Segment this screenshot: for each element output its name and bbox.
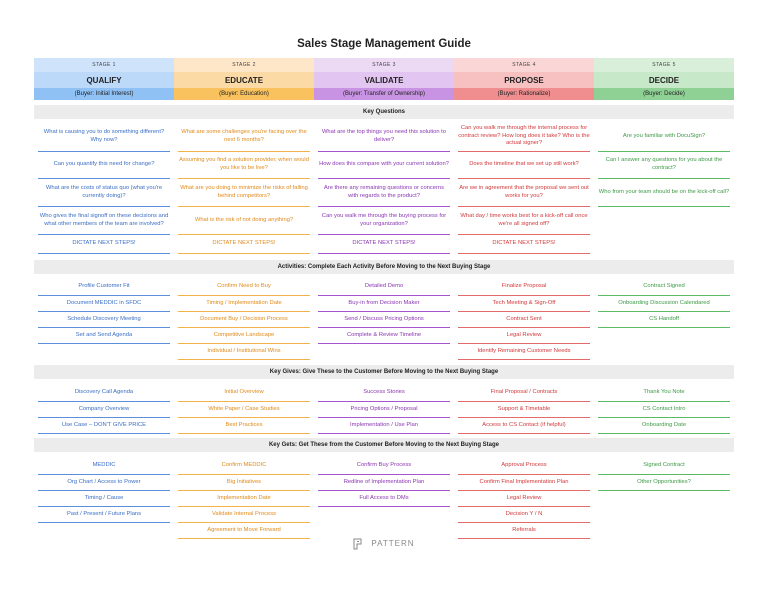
give-item: Thank You Note bbox=[598, 385, 730, 402]
get-item: Redline of Implementation Plan bbox=[318, 475, 450, 491]
give-item: Access to CS Contact (if helpful) bbox=[458, 418, 590, 434]
get-item: Implementation Date bbox=[178, 491, 310, 507]
question-item: What are the costs of status quo (what you're currently doing)? bbox=[38, 179, 170, 207]
question-item: What is the risk of not doing anything? bbox=[178, 207, 310, 235]
give-item: Initial Overview bbox=[178, 385, 310, 402]
activity-item: Document MEDDIC in SFDC bbox=[38, 296, 170, 312]
activity-item: Contract Signed bbox=[598, 279, 730, 296]
stage-label-row bbox=[34, 58, 734, 72]
stage-name: DECIDE bbox=[594, 72, 734, 89]
question-item: DICTATE NEXT STEPS! bbox=[178, 235, 310, 254]
activity-item: Document Buy / Decision Process bbox=[178, 312, 310, 328]
give-item: Support & Timetable bbox=[458, 402, 590, 418]
activity-item: Finalize Proposal bbox=[458, 279, 590, 296]
activity-item: Tech Meeting & Sign-Off bbox=[458, 296, 590, 312]
question-item: Can you quantify this need for change? bbox=[38, 152, 170, 179]
activity-item: Contract Sent bbox=[458, 312, 590, 328]
question-item: Can I answer any questions for you about the contract? bbox=[598, 152, 730, 179]
section-key-gets: Key Gets: Get These from the Customer Before Moving to the Next Buying Stage bbox=[34, 438, 734, 452]
get-item: Decision Y / N bbox=[458, 507, 590, 523]
buyer-stage: (Buyer: Transfer of Ownership) bbox=[314, 88, 454, 100]
stage-name: QUALIFY bbox=[34, 72, 174, 89]
activity-item: Confirm Need to Buy bbox=[178, 279, 310, 296]
pattern-logo-icon bbox=[353, 538, 365, 550]
section-key-gives: Key Gives: Give These to the Customer Before Moving to the Next Buying Stage bbox=[34, 365, 734, 379]
activity-item: Schedule Discovery Meeting bbox=[38, 312, 170, 328]
get-item: Signed Contract bbox=[598, 458, 730, 475]
give-item: White Paper / Case Studies bbox=[178, 402, 310, 418]
activity-item: Buy-in from Decision Maker bbox=[318, 296, 450, 312]
question-item: Who gives the final signoff on these decisions and what other members of the team are involved? bbox=[38, 207, 170, 235]
give-item: Onboarding Date bbox=[598, 418, 730, 434]
stage-label: STAGE 1 bbox=[34, 58, 174, 72]
get-item: Approval Process bbox=[458, 458, 590, 475]
question-item: Are you familiar with DocuSign? bbox=[598, 122, 730, 152]
activity-item: Onboarding Discussion Calendared bbox=[598, 296, 730, 312]
get-item: Confirm Buy Process bbox=[318, 458, 450, 475]
activity-item: Send / Discuss Pricing Options bbox=[318, 312, 450, 328]
stage-name: VALIDATE bbox=[314, 72, 454, 89]
question-item: Does the timeline that we set up still work? bbox=[458, 152, 590, 179]
section-key-questions: Key Questions bbox=[34, 105, 734, 119]
page-title: Sales Stage Management Guide bbox=[297, 38, 471, 50]
get-item: Referrals bbox=[458, 523, 590, 539]
get-item: Confirm MEDDIC bbox=[178, 458, 310, 475]
give-item: Discovery Call Agenda bbox=[38, 385, 170, 402]
question-item: What day / time works best for a kick-off call once we're all signed off? bbox=[458, 207, 590, 235]
activity-item: Timing / Implementation Date bbox=[178, 296, 310, 312]
question-item: DICTATE NEXT STEPS! bbox=[318, 235, 450, 254]
stage-label: STAGE 3 bbox=[314, 58, 454, 72]
activity-item: Complete & Review Timeline bbox=[318, 328, 450, 344]
give-item: Use Case – DON'T GIVE PRICE bbox=[38, 418, 170, 434]
give-item: Company Overview bbox=[38, 402, 170, 418]
question-item: What is causing you to do something different? Why now? bbox=[38, 122, 170, 152]
give-item: Pricing Options / Proposal bbox=[318, 402, 450, 418]
section-activities: Activities: Complete Each Activity Before Moving to the Next Buying Stage bbox=[34, 260, 734, 274]
question-item: What are some challenges you're facing over the next 6 months? bbox=[178, 122, 310, 152]
give-item: CS Contact Intro bbox=[598, 402, 730, 418]
logo-text: PATTERN bbox=[371, 539, 415, 549]
stage-label: STAGE 5 bbox=[594, 58, 734, 72]
buyer-stage: (Buyer: Initial Interest) bbox=[34, 88, 174, 100]
question-item: What are you doing to minimize the risks of falling behind competitors? bbox=[178, 179, 310, 207]
get-item: Org Chart / Access to Power bbox=[38, 475, 170, 491]
activity-item: Set and Send Agenda bbox=[38, 328, 170, 344]
get-item: MEDDIC bbox=[38, 458, 170, 475]
question-item: DICTATE NEXT STEPS! bbox=[38, 235, 170, 254]
give-item: Best Practices bbox=[178, 418, 310, 434]
activity-item: Individual / Institutional Wins bbox=[178, 344, 310, 360]
stage-label: STAGE 4 bbox=[454, 58, 594, 72]
stage-name-row bbox=[34, 72, 734, 89]
buyer-stage: (Buyer: Rationalize) bbox=[454, 88, 594, 100]
stage-label: STAGE 2 bbox=[174, 58, 314, 72]
question-item: Are there any remaining questions or concerns with regards to the product? bbox=[318, 179, 450, 207]
get-item: Legal Review bbox=[458, 491, 590, 507]
get-item: Big Initiatives bbox=[178, 475, 310, 491]
question-item: Are we in agreement that the proposal we sent out works for you? bbox=[458, 179, 590, 207]
question-item: Can you walk me through the internal process for contract review? How long does it take? Who is the actual signer? bbox=[458, 122, 590, 152]
question-item: Assuming you find a solution provider, when would you like to be live? bbox=[178, 152, 310, 179]
activity-item: Identify Remaining Customer Needs bbox=[458, 344, 590, 360]
get-item: Full Access to DMs bbox=[318, 491, 450, 507]
get-item: Confirm Final Implementation Plan bbox=[458, 475, 590, 491]
question-item: How does this compare with your current solution? bbox=[318, 152, 450, 179]
activity-item: CS Handoff bbox=[598, 312, 730, 328]
give-item: Final Proposal / Contracts bbox=[458, 385, 590, 402]
activity-item: Profile Customer Fit bbox=[38, 279, 170, 296]
buyer-stage-row bbox=[34, 88, 734, 100]
question-item: What are the top things you need this solution to deliver? bbox=[318, 122, 450, 152]
give-item: Implementation / Use Plan bbox=[318, 418, 450, 434]
question-item: DICTATE NEXT STEPS! bbox=[458, 235, 590, 254]
stage-name: EDUCATE bbox=[174, 72, 314, 89]
question-item: Who from your team should be on the kick-off call? bbox=[598, 179, 730, 207]
activity-item: Legal Review bbox=[458, 328, 590, 344]
question-item: Can you walk me through the buying process for your organization? bbox=[318, 207, 450, 235]
activity-item: Competitive Landscape bbox=[178, 328, 310, 344]
get-item: Timing / Cause bbox=[38, 491, 170, 507]
get-item: Other Opportunities? bbox=[598, 475, 730, 491]
get-item: Past / Present / Future Plans bbox=[38, 507, 170, 523]
stage-name: PROPOSE bbox=[454, 72, 594, 89]
give-item: Success Stories bbox=[318, 385, 450, 402]
get-item: Agreement to Move Forward bbox=[178, 523, 310, 539]
buyer-stage: (Buyer: Decide) bbox=[594, 88, 734, 100]
get-item: Validate Internal Process bbox=[178, 507, 310, 523]
activity-item: Detailed Demo bbox=[318, 279, 450, 296]
pattern-logo bbox=[0, 538, 768, 550]
buyer-stage: (Buyer: Education) bbox=[174, 88, 314, 100]
